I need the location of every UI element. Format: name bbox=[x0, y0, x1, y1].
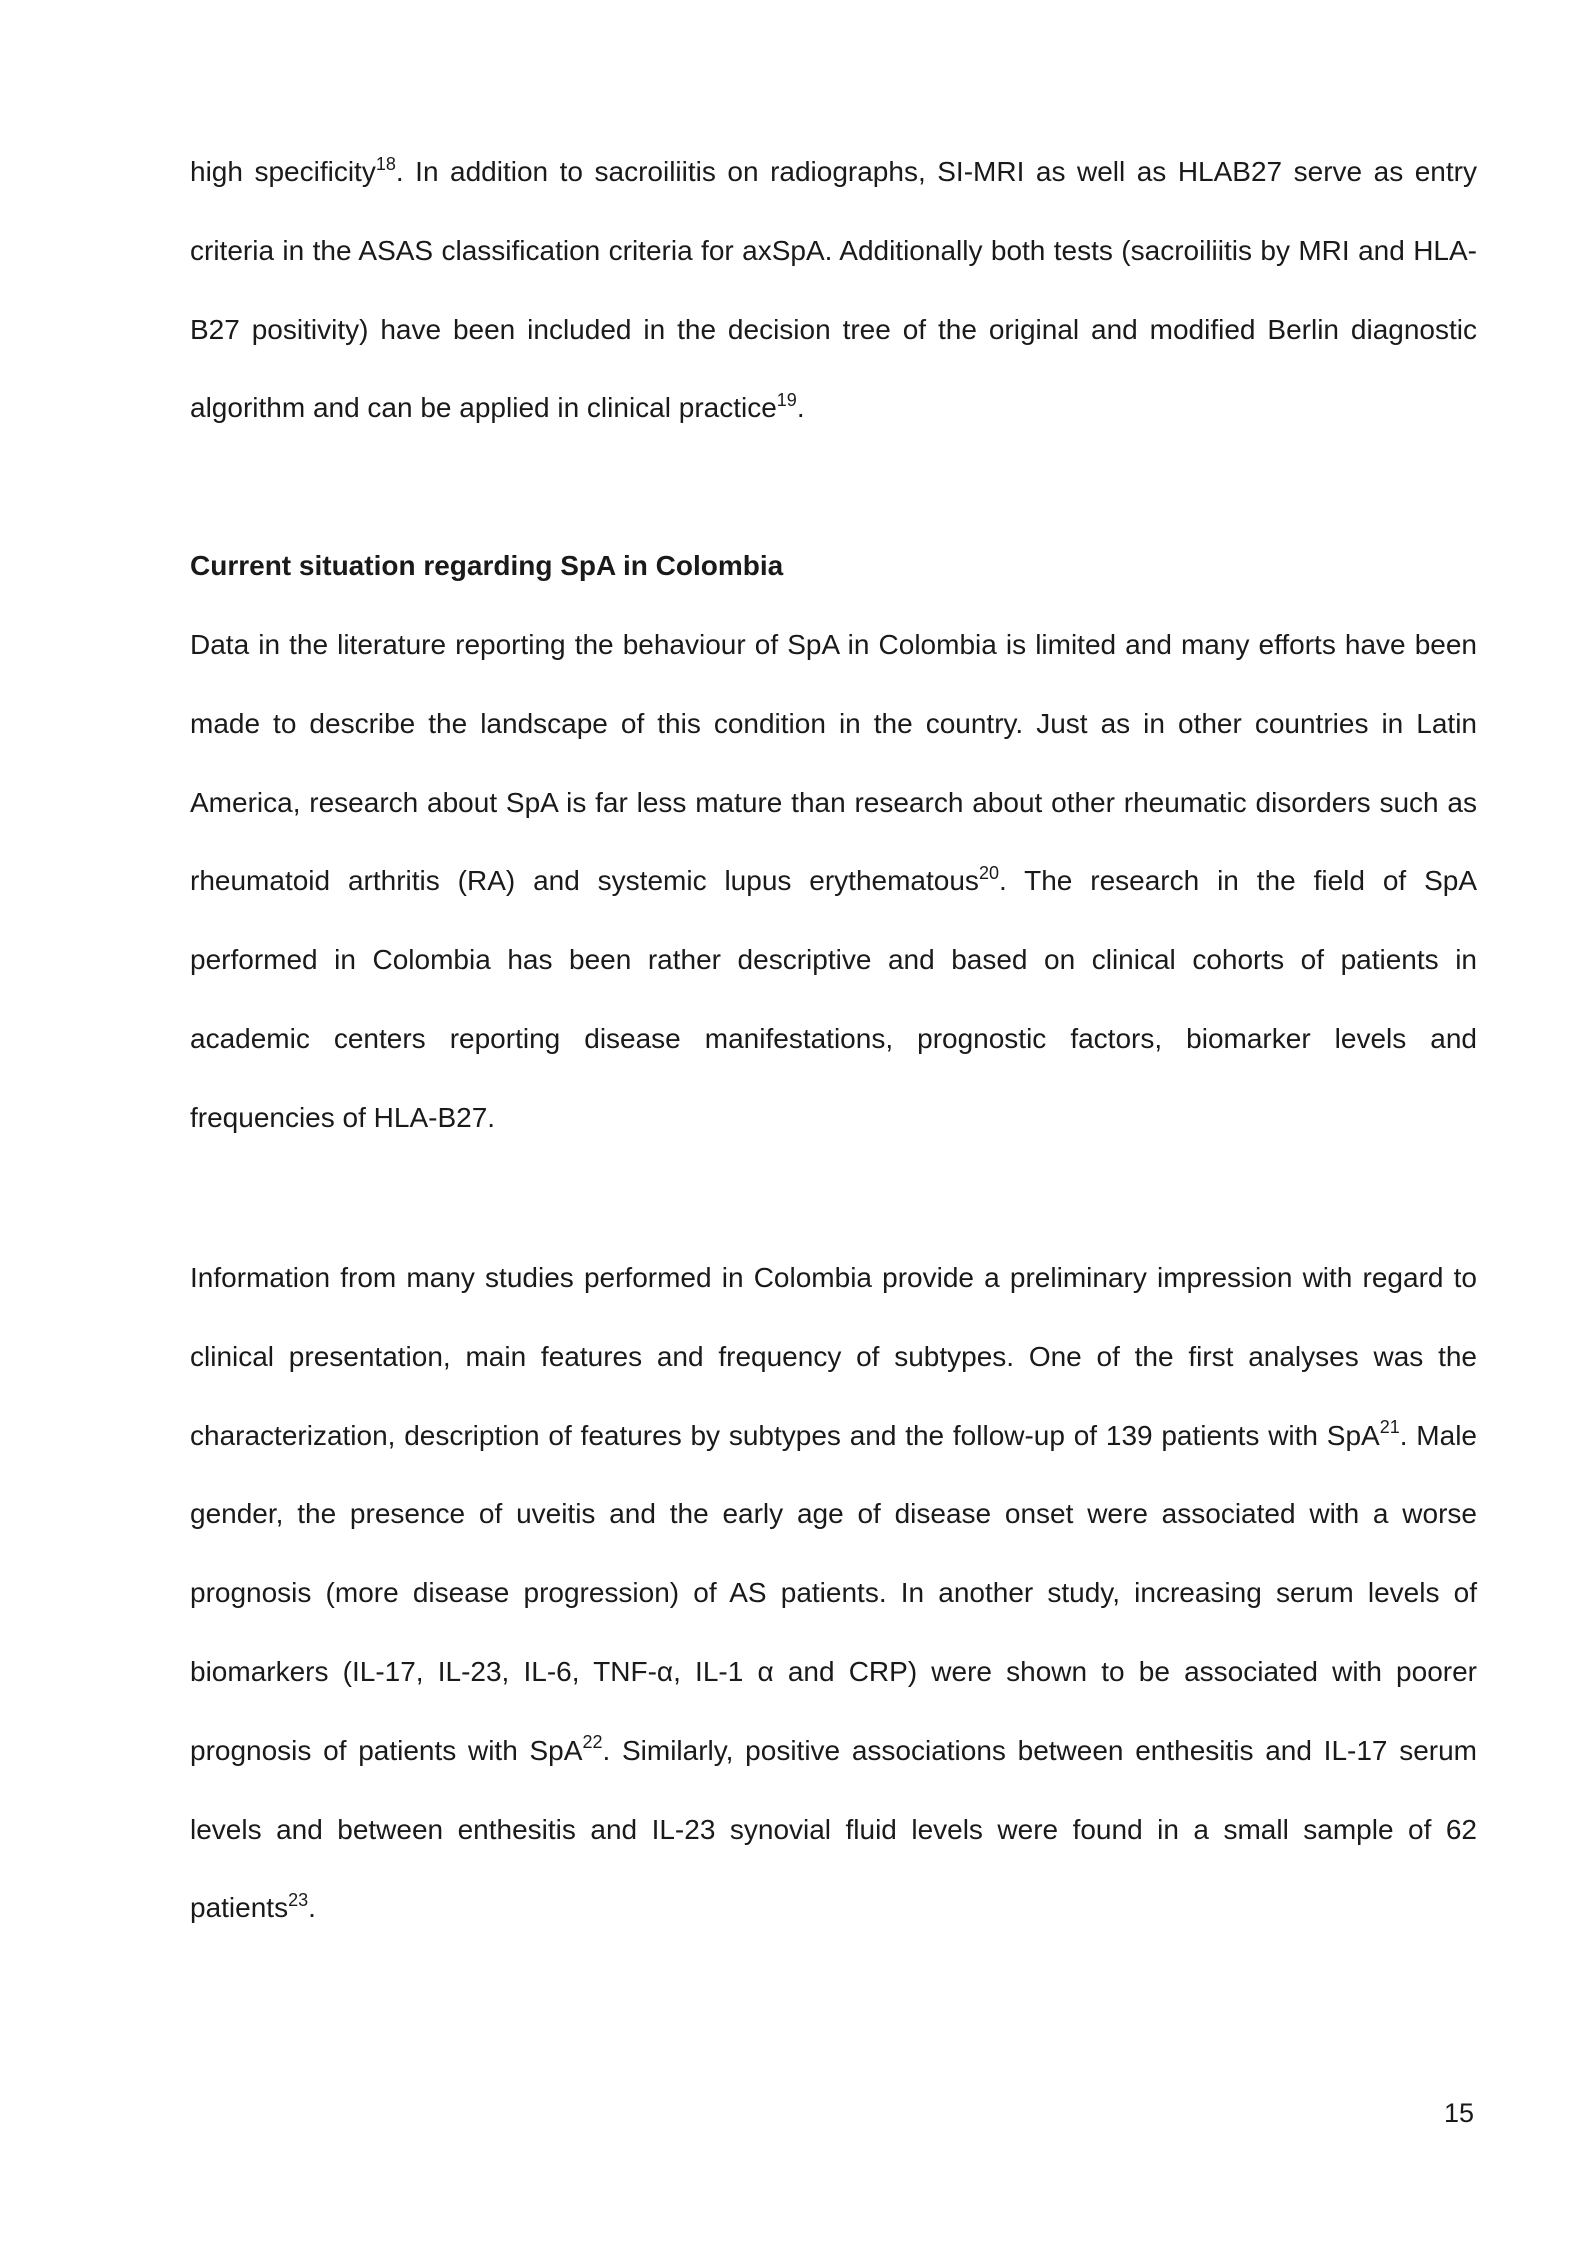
paragraph-text: . Male gender, the presence of uveitis and the early age of disease onset were associated with a worse prognosis (more disease progression) of AS patients. In another study, increasing serum levels of biomarkers (IL-17, IL-23, IL-6, TNF-α, IL-1 α and CRP) were shown to be associated with poorer prognosis of patients with SpA bbox=[190, 1419, 1478, 1766]
reference-superscript: 23 bbox=[288, 1890, 309, 1911]
paragraph-text: Data in the literature reporting the behaviour of SpA in Colombia is limited and many efforts have been made to describe the landscape of this condition in the country. Just as in other countries in Latin America, research about SpA is far less mature than research about other rheumatic disorders such as rheumatoid arthritis (RA) and systemic lupus erythematous bbox=[190, 629, 1477, 897]
paragraph-text: . bbox=[796, 392, 805, 424]
paragraph-colombian-studies bbox=[190, 1239, 1477, 1948]
paragraph-text: . bbox=[308, 1892, 316, 1924]
paragraph-literature-colombia bbox=[190, 606, 1477, 1158]
paragraph-text: . The research in the field of SpA performed in Colombia has been rather descriptive and based on clinical cohorts of patients in academic centers reporting disease manifestations, prognostic factors, biomarker levels and frequencies of HLA-B27. bbox=[190, 865, 1477, 1133]
reference-superscript: 19 bbox=[776, 390, 797, 411]
reference-superscript: 20 bbox=[978, 863, 999, 884]
page-number: 15 bbox=[1443, 2098, 1474, 2128]
paragraph-text: . In addition to sacroiliitis on radiographs, SI-MRI as well as HLAB27 serve as entry criteria in the ASAS classification criteria for axSpA. Additionally both tests (sacroiliitis by MRI and HLA-B27 positivity) have been included in the decision tree of the original and modified Berlin diagnostic algorithm and can be applied in clinical practice bbox=[190, 156, 1477, 424]
reference-superscript: 21 bbox=[1379, 1417, 1400, 1438]
section-heading: Current situation regarding SpA in Colombia bbox=[190, 550, 784, 581]
reference-superscript: 22 bbox=[582, 1732, 603, 1753]
reference-superscript: 18 bbox=[375, 153, 396, 174]
paragraph-text: . Similarly, positive associations between enthesitis and IL-17 serum levels and between enthesitis and IL-23 synovial fluid levels were found in a small sample of 62 patients bbox=[190, 1734, 1477, 1924]
paragraph-berlin-algorithm bbox=[190, 133, 1477, 448]
paragraph-text: high specificity bbox=[190, 156, 376, 187]
paragraph-text: Information from many studies performed in Colombia provide a preliminary impression with regard to clinical presentation, main features and frequency of subtypes. One of the first analyses was the characterization, description of features by subtypes and the follow-up of 139 patients with SpA bbox=[190, 1262, 1477, 1451]
